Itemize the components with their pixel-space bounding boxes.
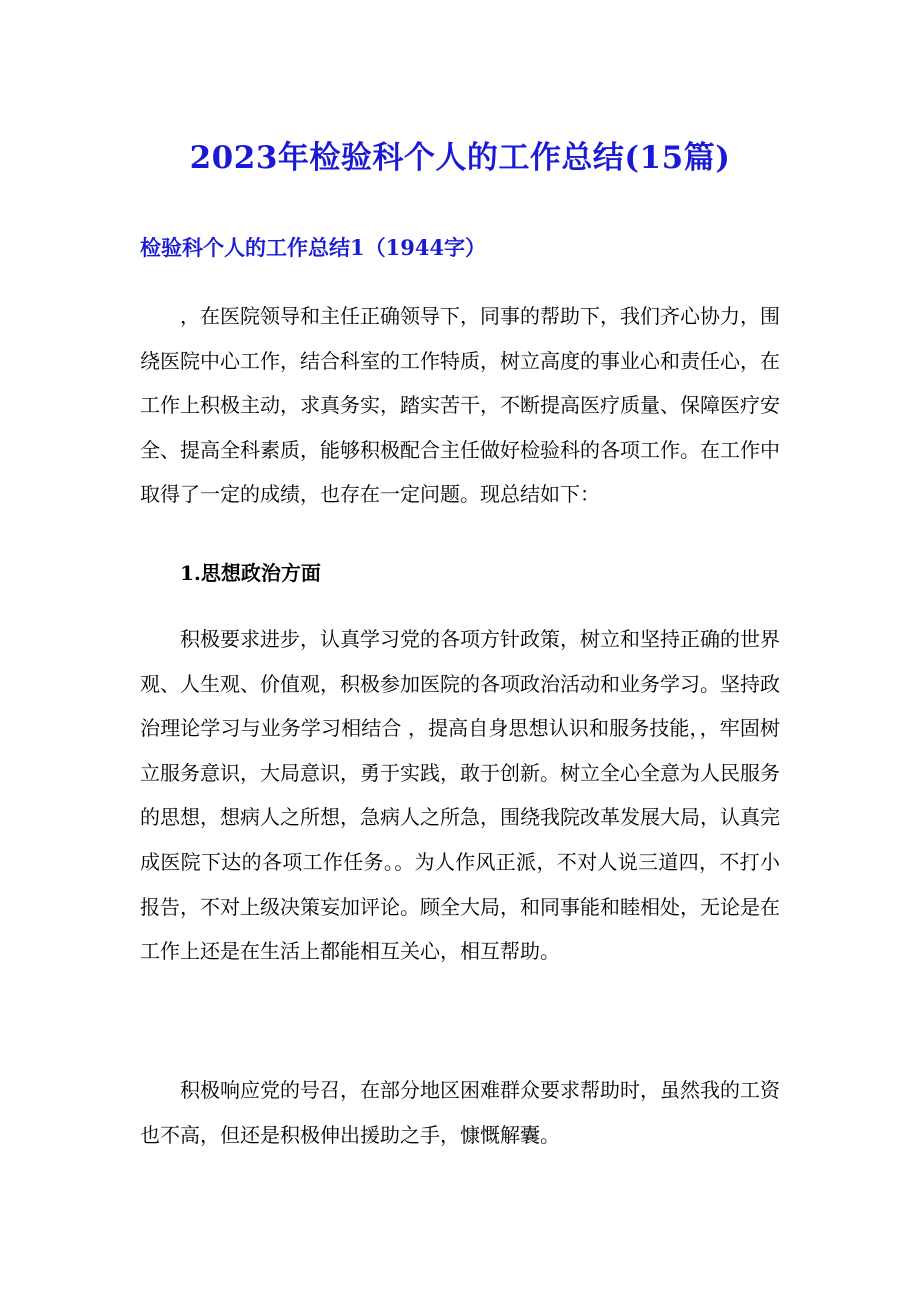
paragraph-assistance: 积极响应党的号召，在部分地区困难群众要求帮助时，虽然我的工资也不高，但还是积极伸出援助之手，慷慨解囊。 [140,1078,780,1147]
subheading-political: 1.思想政治方面 [180,561,321,585]
section-heading: 检验科个人的工作总结1（1944字） [140,235,487,260]
paragraph-political: 积极要求进步，认真学习党的各项方针政策，树立和坚持正确的世界观、人生观、价值观，积极参加医院的各项政治活动和业务学习。坚持政治理论学习与业务学习相结合 ，提高自身思想认识和服务技能，，牢固树立服务意识，大局意识，勇于实践，敢于创新。树立全心全意为人民服务的思想，想病人之所想，急病人之所急，围绕我院改革发展大局，认真完成医院下达的各项工作任务。。为人作风正派，不对人说三道四，不打小报告，不对上级决策妄加评论。顾全大局，和同事能和睦相处，无论是在工作上还是在生活上都能相互关心，相互帮助。 [140,627,780,964]
paragraph-intro: ，在医院领导和主任正确领导下，同事的帮助下，我们齐心协力，围绕医院中心工作，结合科室的工作特质，树立高度的事业心和责任心，在工作上积极主动，求真务实，踏实苦干，不断提高医疗质量、保障医疗安全、提高全科素质，能够积极配合主任做好检验科的各项工作。在工作中取得了一定的成绩，也存在一定问题。现总结如下： [140,304,780,507]
document-title: 2023年检验科个人的工作总结(15篇) [189,140,731,176]
